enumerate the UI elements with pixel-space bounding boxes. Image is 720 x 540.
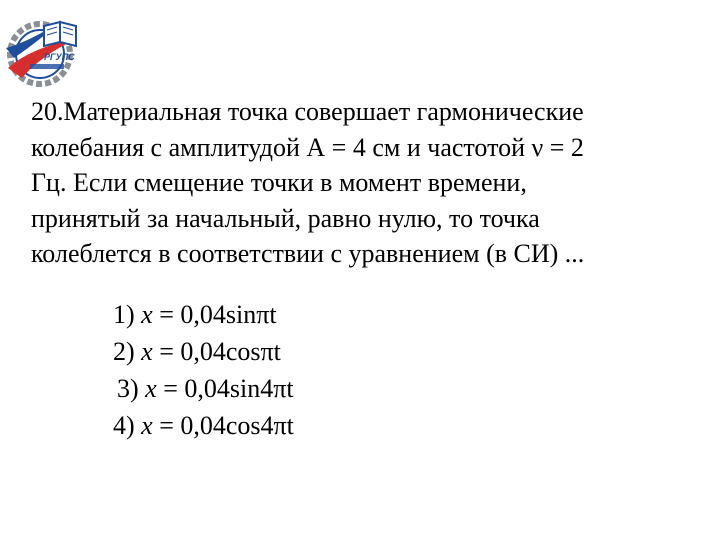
answer-options — [113, 296, 294, 444]
option-number: 3) — [117, 374, 139, 403]
option-variable: x — [141, 411, 153, 440]
option-formula: = 0,04sinπt — [152, 300, 277, 329]
answer-option-2 — [113, 333, 294, 370]
book-icon — [44, 22, 76, 46]
option-formula: = 0,04cos4πt — [152, 411, 294, 440]
question-text — [31, 94, 691, 272]
question-line: колеблется в соответствии с уравнением (в СИ) ... — [31, 239, 585, 268]
answer-option-4 — [113, 407, 294, 444]
question-line: принятый за начальный, равно нулю, то точка — [31, 203, 540, 233]
question-line: 20.Материальная точка совершает гармонические — [31, 97, 584, 126]
answer-option-3 — [117, 370, 294, 407]
option-number: 1) — [113, 300, 135, 329]
question-line: колебания с амплитудой А = 4 см и частотой ν = 2 — [31, 132, 584, 162]
logo-band — [30, 64, 64, 69]
question-line: Гц. Если смещение точки в момент времени, — [31, 168, 527, 197]
option-number: 4) — [113, 411, 135, 440]
answer-option-1 — [113, 296, 294, 333]
option-formula: = 0,04cosπt — [152, 337, 281, 366]
option-variable: x — [141, 300, 153, 329]
university-emblem-icon — [0, 8, 86, 94]
option-formula: = 0,04sin4πt — [156, 374, 294, 403]
option-variable: x — [145, 374, 157, 403]
option-variable: x — [141, 337, 153, 366]
option-number: 2) — [113, 337, 135, 366]
logo-text: РГУПС — [44, 52, 75, 62]
